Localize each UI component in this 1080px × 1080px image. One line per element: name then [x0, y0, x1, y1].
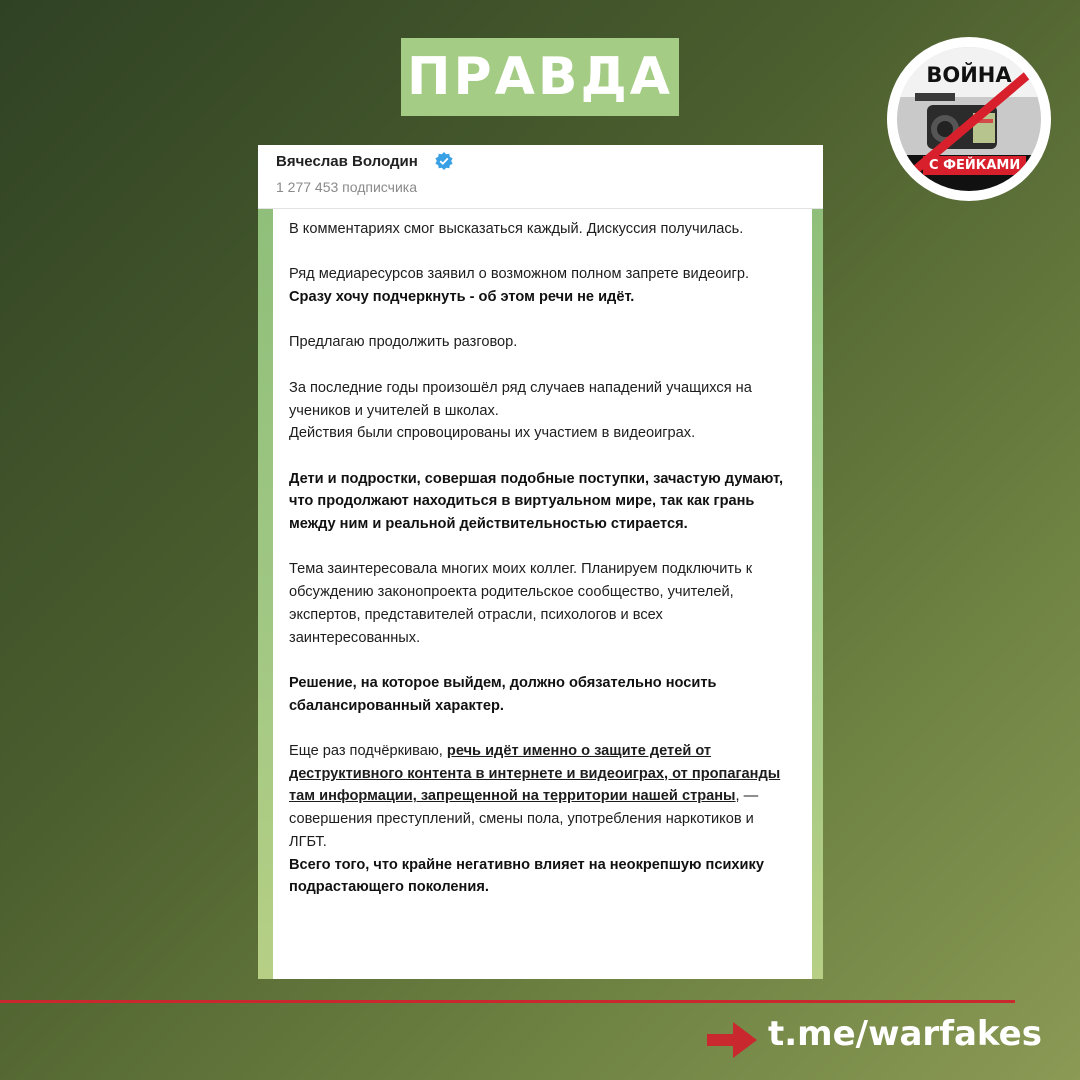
arrow-right-icon	[707, 1022, 757, 1058]
verdict-badge: ПРАВДА	[401, 38, 679, 116]
channel-name[interactable]: Вячеслав Володин	[276, 153, 418, 170]
channel-logo	[887, 37, 1051, 201]
paragraph-text: Ряд медиаресурсов заявил о возможном полном запрете видеоигр.	[289, 266, 750, 283]
paragraph-text: , — совершения преступлений, смены пола, употребления наркотиков и ЛГБТ.	[289, 788, 759, 850]
bold-text: Всего того, что крайне негативно влияет на неокрепшую психику подрастающего поколения.	[289, 856, 764, 896]
paragraph-text: Действия были спровоцированы их участием в видеоиграх.	[289, 425, 696, 442]
paragraph: В комментариях смог высказаться каждый. Дискуссия получилась.	[289, 221, 744, 237]
message-bubble	[273, 209, 812, 979]
bold-text: Сразу хочу подчеркнуть - об этом речи не идёт.	[289, 289, 635, 306]
telegram-post-screenshot	[258, 145, 823, 979]
channel-header	[258, 145, 823, 209]
footer-channel-link[interactable]: t.me/warfakes	[768, 1014, 1042, 1054]
paragraph-text: Еще раз подчёркиваю,	[289, 743, 447, 760]
bold-text: Дети и подростки, совершая подобные поступки, зачастую думают, что продолжают находиться в виртуальном мире, так как грань между ним и реальной действительностью стирается.	[289, 470, 784, 533]
paragraph	[289, 468, 789, 536]
paragraph	[289, 377, 789, 445]
underlined-link[interactable]: речь идёт именно о защите детей от деструктивного контента в интернете и видеоиграх, от пропаганды там информации, запрещенной на территории нашей страны	[289, 743, 781, 805]
bold-text: Решение, на которое выйдем, должно обязательно носить сбалансированный характер.	[289, 674, 717, 714]
paragraph: Тема заинтересовала многих моих коллег. Планируем подключить к обсуждению законопроекта родительское сообщество, учителей, экспертов, представителей отрасли, психологов и всех заинтересованных.	[289, 561, 753, 646]
subscriber-count: 1 277 453 подписчика	[276, 179, 417, 195]
paragraph-text: За последние годы произошёл ряд случаев нападений учащихся на учеников и учителей в школах.	[289, 379, 752, 419]
paragraph	[289, 740, 789, 899]
logo-title: ВОЙНА	[926, 63, 1012, 87]
divider-line	[0, 1000, 1015, 1003]
paragraph	[289, 263, 789, 308]
message-text	[289, 218, 789, 899]
verified-icon	[435, 152, 453, 170]
logo-subtitle: С ФЕЙКАМИ	[923, 156, 1026, 175]
paragraph	[289, 672, 789, 717]
paragraph: Предлагаю продолжить разговор.	[289, 334, 518, 351]
